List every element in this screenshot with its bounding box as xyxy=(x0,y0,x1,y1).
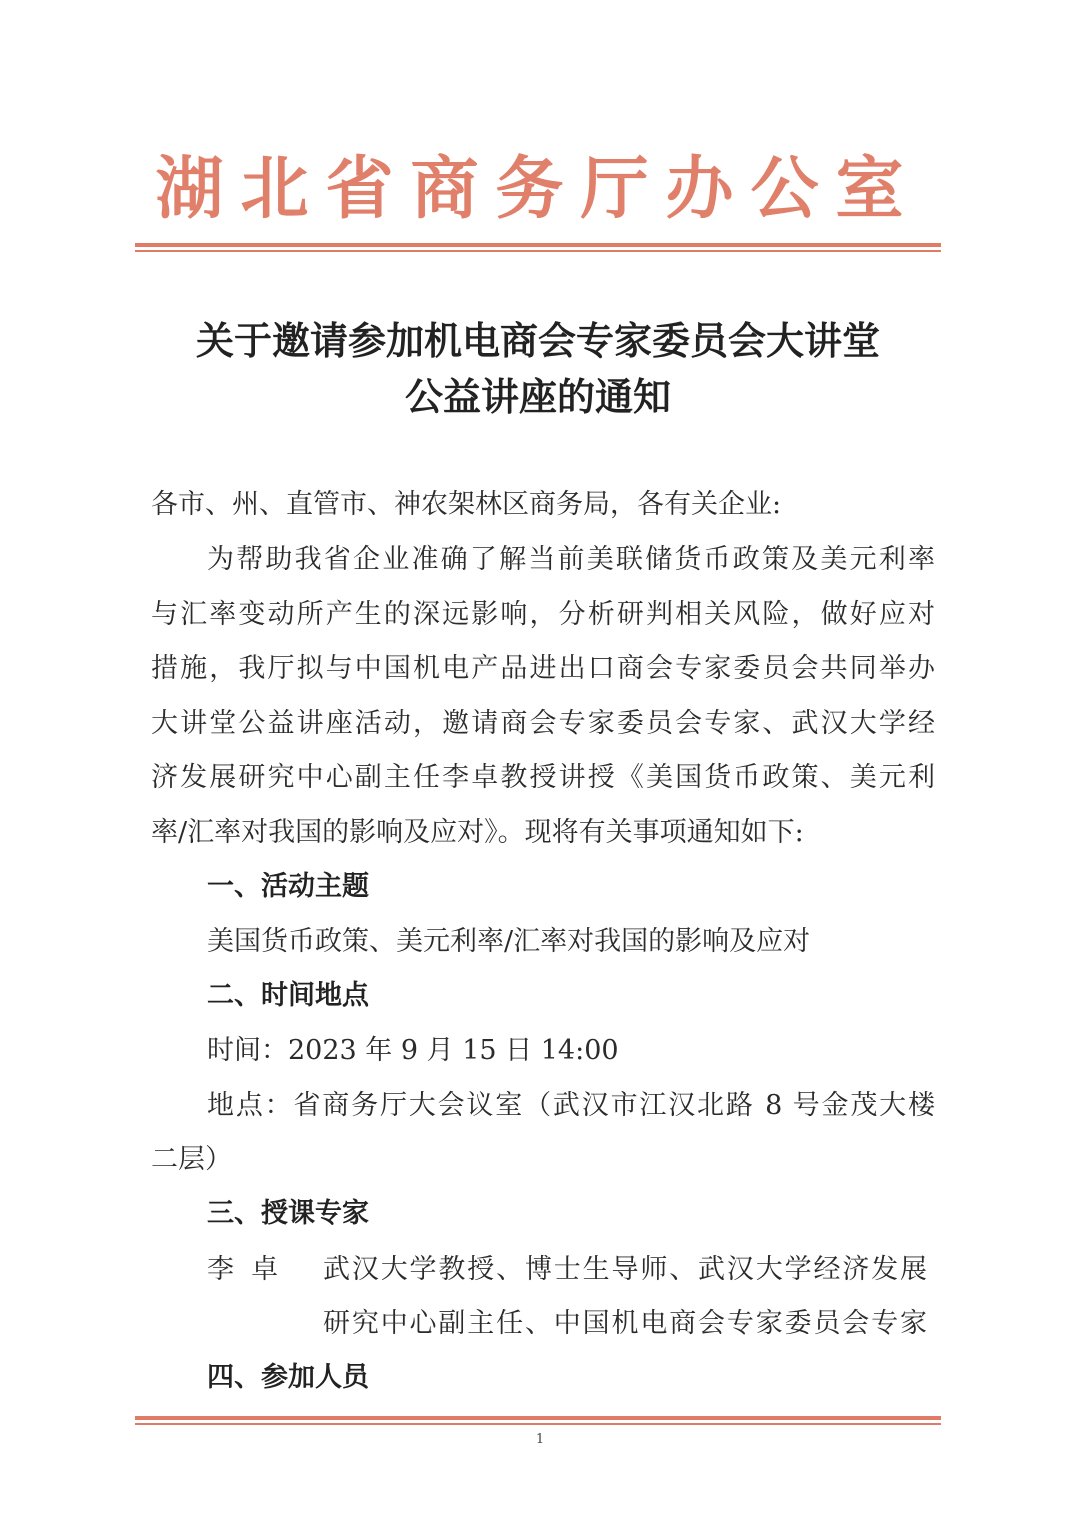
expert-name: 李 卓 xyxy=(207,1254,279,1285)
event-time: 时间：2023 年 9 月 15 日 14:00 xyxy=(207,1035,619,1066)
section-heading-time-place: 二、时间地点 xyxy=(207,980,369,1011)
footer-divider xyxy=(135,1416,941,1425)
document-title-line-2: 公益讲座的通知 xyxy=(404,375,671,419)
event-place-line-1: 地点：省商务厅大会议室（武汉市江汉北路 8 号金茂大楼 xyxy=(207,1090,935,1121)
expert-title-line-2: 研究中心副主任、中国机电商会专家委员会专家 xyxy=(323,1308,927,1339)
salutation: 各市、州、直管市、神农架林区商务局，各有关企业: xyxy=(151,489,782,520)
issuer-masthead: 湖北省商务厅办公室 xyxy=(155,150,921,229)
page-number: 1 xyxy=(535,1432,545,1447)
intro-line-1: 为帮助我省企业准确了解当前美联储货币政策及美元利率 xyxy=(207,544,935,575)
intro-line-3: 措施，我厅拟与中国机电产品进出口商会专家委员会共同举办 xyxy=(151,653,935,684)
masthead-divider xyxy=(135,243,941,252)
expert-title-line-1: 武汉大学教授、博士生导师、武汉大学经济发展 xyxy=(323,1254,927,1285)
section-heading-participants: 四、参加人员 xyxy=(207,1362,369,1393)
intro-line-5: 济发展研究中心副主任李卓教授讲授《美国货币政策、美元利 xyxy=(151,762,935,793)
section-heading-expert: 三、授课专家 xyxy=(207,1198,369,1229)
theme-text: 美国货币政策、美元利率/汇率对我国的影响及应对 xyxy=(207,926,811,957)
document-title-line-1: 关于邀请参加机电商会专家委员会大讲堂 xyxy=(195,319,880,363)
intro-line-4: 大讲堂公益讲座活动，邀请商会专家委员会专家、武汉大学经 xyxy=(151,708,935,739)
intro-line-2: 与汇率变动所产生的深远影响，分析研判相关风险，做好应对 xyxy=(151,599,935,630)
event-place-line-2: 二层） xyxy=(151,1144,232,1175)
section-heading-theme: 一、活动主题 xyxy=(207,871,369,902)
intro-line-6: 率/汇率对我国的影响及应对》。现将有关事项通知如下: xyxy=(151,817,804,848)
